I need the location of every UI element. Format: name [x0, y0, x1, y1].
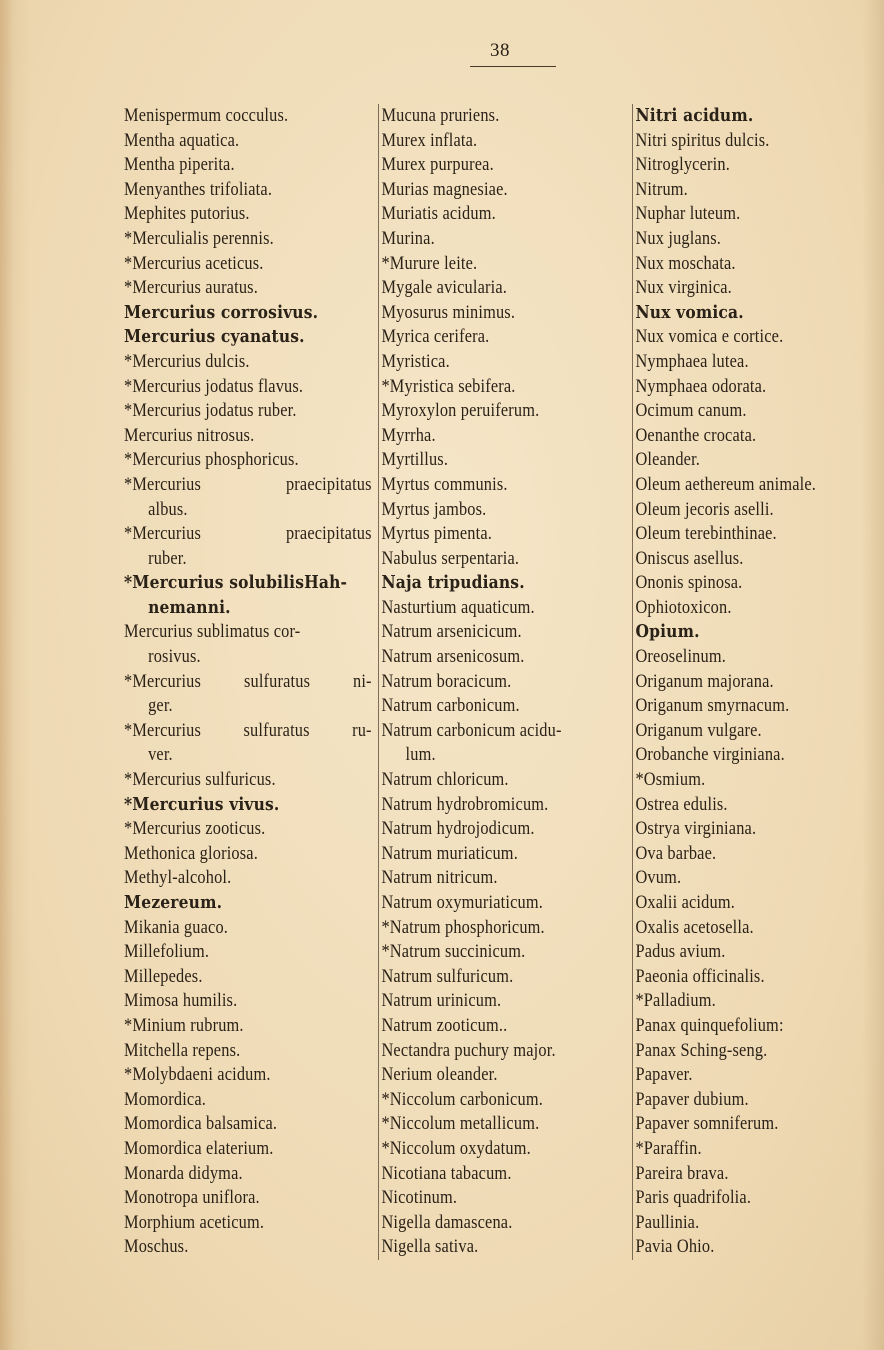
index-entry: Papaver. [635, 1064, 693, 1086]
index-entry: Moschus. [124, 1236, 189, 1258]
index-entry: Orobanche virginiana. [635, 744, 785, 766]
index-entry: nemanni. [148, 596, 231, 618]
index-entry: *Mercurius jodatus flavus. [124, 375, 304, 397]
page-number: 38 [490, 40, 510, 61]
index-entry: Myrtus pimenta. [381, 523, 493, 545]
index-entry: Paris quadrifolia. [635, 1187, 752, 1209]
header-rule [470, 66, 556, 67]
index-entry: Mephites putorius. [124, 203, 250, 225]
index-entry: Naja tripudians. [381, 572, 525, 594]
index-entry: Myrtillus. [381, 449, 449, 471]
index-entry: Ononis spinosa. [635, 572, 743, 594]
index-entry: Muriatis acidum. [381, 203, 496, 225]
index-entry: *Minium rubrum. [124, 1014, 244, 1036]
index-entry: Methyl-alcohol. [124, 867, 232, 889]
index-column-3 [632, 104, 884, 1260]
index-entry: Nitroglycerin. [635, 154, 730, 176]
index-entry: Nux moschata. [635, 252, 736, 274]
index-entry: Pareira brava. [635, 1162, 729, 1184]
index-entry: Murex inflata. [381, 129, 478, 151]
index-column-1 [124, 104, 372, 1260]
index-entry: Mercurius cyanatus. [124, 326, 305, 348]
index-entry: Mucuna pruriens. [381, 105, 500, 126]
index-entry: Papaver dubium. [635, 1088, 749, 1110]
index-entry: Morphium aceticum. [124, 1211, 265, 1233]
index-entry: Oniscus asellus. [635, 547, 744, 569]
index-entry: Myosurus minimus. [381, 301, 516, 323]
index-entry: *Mercurius praecipitatus [124, 473, 372, 495]
index-entry: *Mercurius phosphoricus. [124, 449, 299, 471]
index-entry: Momordica. [124, 1088, 207, 1110]
index-entry: ruber. [148, 547, 187, 569]
index-entry: Nitri acidum. [635, 105, 754, 126]
index-entry: Monotropa uniflora. [124, 1187, 260, 1209]
index-entry: Nitri spiritus dulcis. [635, 129, 770, 151]
index-entry: Natrum hydrobromicum. [381, 793, 549, 815]
index-entry: Oleum aethereum animale. [635, 473, 817, 495]
index-entry: Oxalis acetosella. [635, 916, 754, 938]
index-entry: *Mercurius praecipitatus [124, 523, 372, 545]
index-entry: Oleum terebinthinae. [635, 523, 777, 545]
index-entry: Oxalii acidum. [635, 892, 735, 913]
index-entry: *Merculialis perennis. [124, 227, 274, 249]
index-entry: Natrum urinicum. [381, 990, 502, 1012]
index-entry: Nasturtium aquaticum. [381, 596, 535, 618]
index-entry: Monarda didyma. [124, 1162, 243, 1184]
index-entry: *Natrum succinicum. [381, 941, 526, 963]
index-entry: Paeonia officinalis. [635, 965, 765, 987]
index-entry: *Niccolum oxydatum. [381, 1137, 531, 1159]
index-entry: Padus avium. [635, 941, 726, 963]
index-entry: *Osmium. [635, 769, 706, 791]
index-entry: Nectandra puchury major. [381, 1039, 556, 1061]
index-entry: Mitchella repens. [124, 1039, 241, 1061]
index-entry: Nymphaea lutea. [635, 350, 749, 372]
index-entry: rosivus. [148, 646, 201, 668]
index-entry: *Mercurius sulfuratus ru- [124, 719, 372, 741]
index-entry: Panax quinquefolium: [635, 1014, 784, 1036]
index-entry: *Mercurius sulfuricus. [124, 769, 276, 791]
index-entry: Paullinia. [635, 1211, 700, 1233]
index-entry: Myroxylon peruiferum. [381, 400, 540, 422]
index-entry: Mezereum. [124, 892, 223, 913]
index-entry: Oreoselinum. [635, 646, 726, 668]
index-entry: *Myristica sebifera. [381, 375, 516, 397]
index-entry: Nux vomica. [635, 301, 744, 323]
index-entry: Natrum sulfuricum. [381, 965, 514, 987]
index-entry: Oleander. [635, 449, 701, 471]
index-entry: Natrum oxymuriaticum. [381, 892, 543, 913]
index-column-2 [378, 104, 631, 1260]
index-entry: Natrum carbonicum. [381, 695, 520, 717]
index-entry: *Mercurius aceticus. [124, 252, 264, 274]
index-entry: Mercurius nitrosus. [124, 424, 255, 446]
index-entry: Natrum arsenicosum. [381, 646, 525, 668]
index-entry: Natrum chloricum. [381, 769, 509, 791]
index-entry: *Mercurius jodatus ruber. [124, 400, 297, 422]
index-entry: Panax Sching-seng. [635, 1039, 768, 1061]
index-entry: *Mercurius zooticus. [124, 818, 266, 840]
index-entry: Natrum arsenicicum. [381, 621, 522, 643]
index-entry: *Mercurius vivus. [124, 793, 280, 815]
index-entry: Ophiotoxicon. [635, 596, 732, 618]
index-entry: Papaver somniferum. [635, 1113, 779, 1135]
index-entry: Myrrha. [381, 424, 436, 446]
index-entry: Oleum jecoris aselli. [635, 498, 774, 520]
index-entry: Ova barbae. [635, 842, 717, 864]
index-entry: Nuphar luteum. [635, 203, 741, 225]
index-entry: Mygale avicularia. [381, 277, 508, 299]
index-entry: *Natrum phosphoricum. [381, 916, 545, 938]
index-entry: ver. [148, 744, 173, 766]
index-entry: Pavia Ohio. [635, 1236, 715, 1258]
index-entry: Myrica cerifera. [381, 326, 490, 348]
index-entry: Mercurius sublimatus cor- [124, 621, 301, 643]
index-entry: Nabulus serpentaria. [381, 547, 520, 569]
index-entry: Millepedes. [124, 965, 203, 987]
index-entry: *Molybdaeni acidum. [124, 1064, 271, 1086]
index-entry: Natrum carbonicum acidu- [381, 719, 562, 741]
index-entry: Origanum majorana. [635, 670, 774, 692]
index-entry: Mentha piperita. [124, 154, 235, 176]
index-entry: *Mercurius auratus. [124, 277, 258, 299]
index-entry: Menyanthes trifoliata. [124, 178, 273, 200]
index-entry: Nigella damascena. [381, 1211, 513, 1233]
index-entry: Opium. [635, 621, 700, 643]
index-entry: Nux juglans. [635, 227, 722, 249]
index-entry: Nerium oleander. [381, 1064, 498, 1086]
index-entry: *Paraffin. [635, 1137, 702, 1159]
index-entry: Murias magnesiae. [381, 178, 508, 200]
index-entry: Momordica elaterium. [124, 1137, 274, 1159]
index-entry: lum. [405, 744, 436, 766]
index-entry: *Palladium. [635, 990, 716, 1012]
index-entry: *Murure leite. [381, 252, 478, 274]
index-entry: albus. [148, 498, 188, 520]
index-entry: Oenanthe crocata. [635, 424, 757, 446]
index-entry: Myrtus jambos. [381, 498, 487, 520]
index-entry: Millefolium. [124, 941, 210, 963]
index-entry: *Niccolum metallicum. [381, 1113, 540, 1135]
index-entry: Momordica balsamica. [124, 1113, 278, 1135]
index-entry: Nigella sativa. [381, 1236, 479, 1258]
index-entry: Nymphaea odorata. [635, 375, 767, 397]
index-entry: *Mercurius sulfuratus ni- [124, 670, 372, 692]
index-entry: Natrum boracicum. [381, 670, 512, 692]
index-entry: Natrum muriaticum. [381, 842, 518, 864]
index-entry: Murina. [381, 227, 435, 249]
index-entry: Nitrum. [635, 178, 688, 200]
index-entry: Origanum smyrnacum. [635, 695, 790, 717]
index-entry: Nicotiana tabacum. [381, 1162, 512, 1184]
index-entry: Mikania guaco. [124, 916, 229, 938]
index-entry: *Mercurius solubilisHah- [124, 572, 348, 594]
index-entry: *Mercurius dulcis. [124, 350, 250, 372]
index-entry: *Niccolum carbonicum. [381, 1088, 543, 1110]
index-entry: Ostrea edulis. [635, 793, 728, 815]
index-entry: Nux virginica. [635, 277, 732, 299]
index-entry: Mimosa humilis. [124, 990, 238, 1012]
index-entry: Murex purpurea. [381, 154, 494, 176]
index-entry: Menispermum cocculus. [124, 105, 289, 126]
index-entry: Ostrya virginiana. [635, 818, 757, 840]
index-entry: Mercurius corrosivus. [124, 301, 319, 323]
index-entry: Natrum zooticum.. [381, 1014, 508, 1036]
index-entry: Natrum hydrojodicum. [381, 818, 535, 840]
index-entry: Methonica gloriosa. [124, 842, 258, 864]
index-entry: Myristica. [381, 350, 450, 372]
index-entry: Ocimum canum. [635, 400, 747, 422]
index-entry: Natrum nitricum. [381, 867, 498, 889]
index-entry: ger. [148, 695, 173, 717]
index-entry: Nux vomica e cortice. [635, 326, 784, 348]
index-entry: Mentha aquatica. [124, 129, 240, 151]
index-entry: Origanum vulgare. [635, 719, 762, 741]
index-entry: Nicotinum. [381, 1187, 458, 1209]
index-entry: Myrtus communis. [381, 473, 508, 495]
index-entry: Ovum. [635, 867, 682, 889]
